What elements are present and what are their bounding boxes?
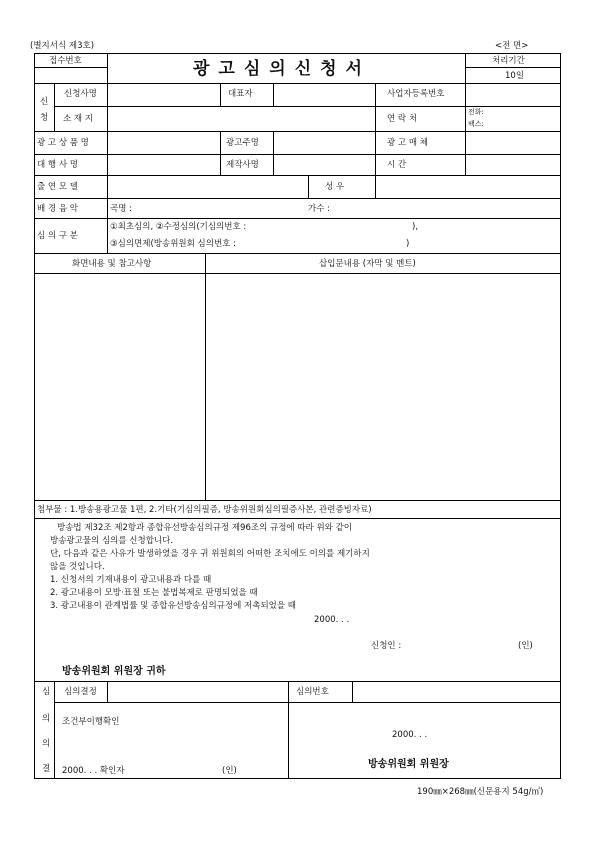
decision-side-label-1: 심	[42, 687, 51, 697]
conditional-confirm-label: 조건부이행확인	[62, 717, 120, 727]
recipient-line: 방송위원회 위원장 귀하	[62, 666, 166, 677]
script-content-area[interactable]	[207, 275, 558, 498]
song-title-label: 곡명 :	[110, 204, 132, 214]
review-type-close-1: ),	[412, 222, 419, 232]
agency-label: 대 행 사 명	[37, 160, 78, 170]
model-label: 출 연 모 델	[37, 182, 78, 192]
singer-label: 가수 :	[308, 204, 330, 214]
frame-top	[34, 53, 560, 54]
frame-bottom	[34, 778, 561, 779]
review-number-label: 심의번호	[296, 687, 329, 697]
product-name-label: 광 고 상 품 명	[37, 138, 89, 148]
applicant-group-label: 신	[40, 97, 49, 107]
processing-period-value: 10일	[505, 71, 525, 81]
paper-size-note: 190㎜×268㎜(신문용지 54g/㎡)	[417, 787, 544, 797]
contact-label: 연 락 처	[387, 114, 418, 124]
applicant-seal: (인)	[518, 641, 533, 651]
review-type-option-1[interactable]: ①최초심의, ②수정심의(기심의번호 :	[110, 222, 247, 232]
airtime-label: 시 간	[387, 160, 407, 170]
business-number-label: 사업자등록번호	[387, 89, 445, 99]
advertiser-label: 광고주명	[226, 138, 259, 148]
address-label: 소 재 지	[63, 114, 94, 124]
attachments-note: 첨부물 : 1.방송용광고물 1편, 2.기타(기심의필증, 방송위원회심의필증사본, 관련증빙자료)	[37, 505, 372, 515]
decision-side-label-2: 의	[42, 714, 51, 724]
phone-label: 전화:	[468, 108, 484, 116]
applicant-signature-label: 신청인 :	[371, 641, 402, 651]
frame-right	[560, 53, 561, 778]
declaration-line-1: 방송법 제32조 제2항과 종합유선방송심의규정 제96조의 규정에 따라 위와 같이	[57, 523, 352, 533]
producer-label: 제작사명	[226, 160, 259, 170]
condition-item-1: 1. 신청서의 기재내용이 광고내용과 다를 때	[50, 575, 212, 585]
declaration-line-3: 단, 다음과 같은 사유가 발생하였을 경우 귀 위원회의 어떠한 조치에도 이의를 제기하지	[50, 549, 370, 559]
declaration-line-4: 않을 것입니다.	[50, 562, 105, 572]
decision-date[interactable]: 2000. . .	[392, 730, 428, 740]
review-type-option-3[interactable]: ③심의면제(방송위원회 심의번호 :	[110, 239, 236, 249]
script-content-header: 삽입문내용 (자막 및 멘트)	[319, 259, 416, 269]
decision-label: 심의결정	[64, 687, 97, 697]
frame-left	[34, 53, 35, 778]
processing-period-label: 처리기간	[492, 56, 525, 66]
media-label: 광 고 매 체	[387, 138, 428, 148]
applicant-group-label-2: 청	[40, 113, 49, 123]
screen-content-header: 화면내용 및 참고사항	[72, 259, 152, 269]
condition-item-3: 3. 광고내용이 관계법률 및 종합유선방송심의규정에 저촉되었을 때	[50, 601, 297, 611]
declaration-line-2: 방송광고물의 심의를 신청합니다.	[50, 536, 174, 546]
form-number: (별지서식 제3호)	[30, 41, 95, 51]
ceo-label: 대표자	[228, 89, 253, 99]
chairman-label: 방송위원회 위원장	[368, 759, 449, 770]
decision-side-label-3: 의	[42, 739, 51, 749]
receipt-number-label: 접수번호	[49, 56, 82, 66]
company-name-label: 신청사명	[64, 89, 97, 99]
decision-side-label-4: 결	[42, 764, 51, 774]
confirmer-seal: (인)	[222, 766, 237, 776]
review-type-label: 심 의 구 분	[37, 231, 78, 241]
application-date[interactable]: 2000. . .	[314, 615, 350, 625]
review-type-close-2: )	[406, 239, 410, 249]
screen-content-area[interactable]	[36, 275, 203, 498]
page-side-label: <전 면>	[495, 41, 529, 51]
confirm-date-and-person[interactable]: 2000. . . 확인자	[62, 766, 125, 776]
form-title: 광고심의신청서	[193, 59, 371, 79]
condition-item-2: 2. 광고내용이 모방·표절 또는 불법복제로 판명되었을 때	[50, 588, 258, 598]
voice-actor-label: 성 우	[325, 182, 345, 192]
bgm-label: 배 경 음 악	[37, 204, 78, 214]
fax-label: 팩스:	[468, 120, 484, 128]
